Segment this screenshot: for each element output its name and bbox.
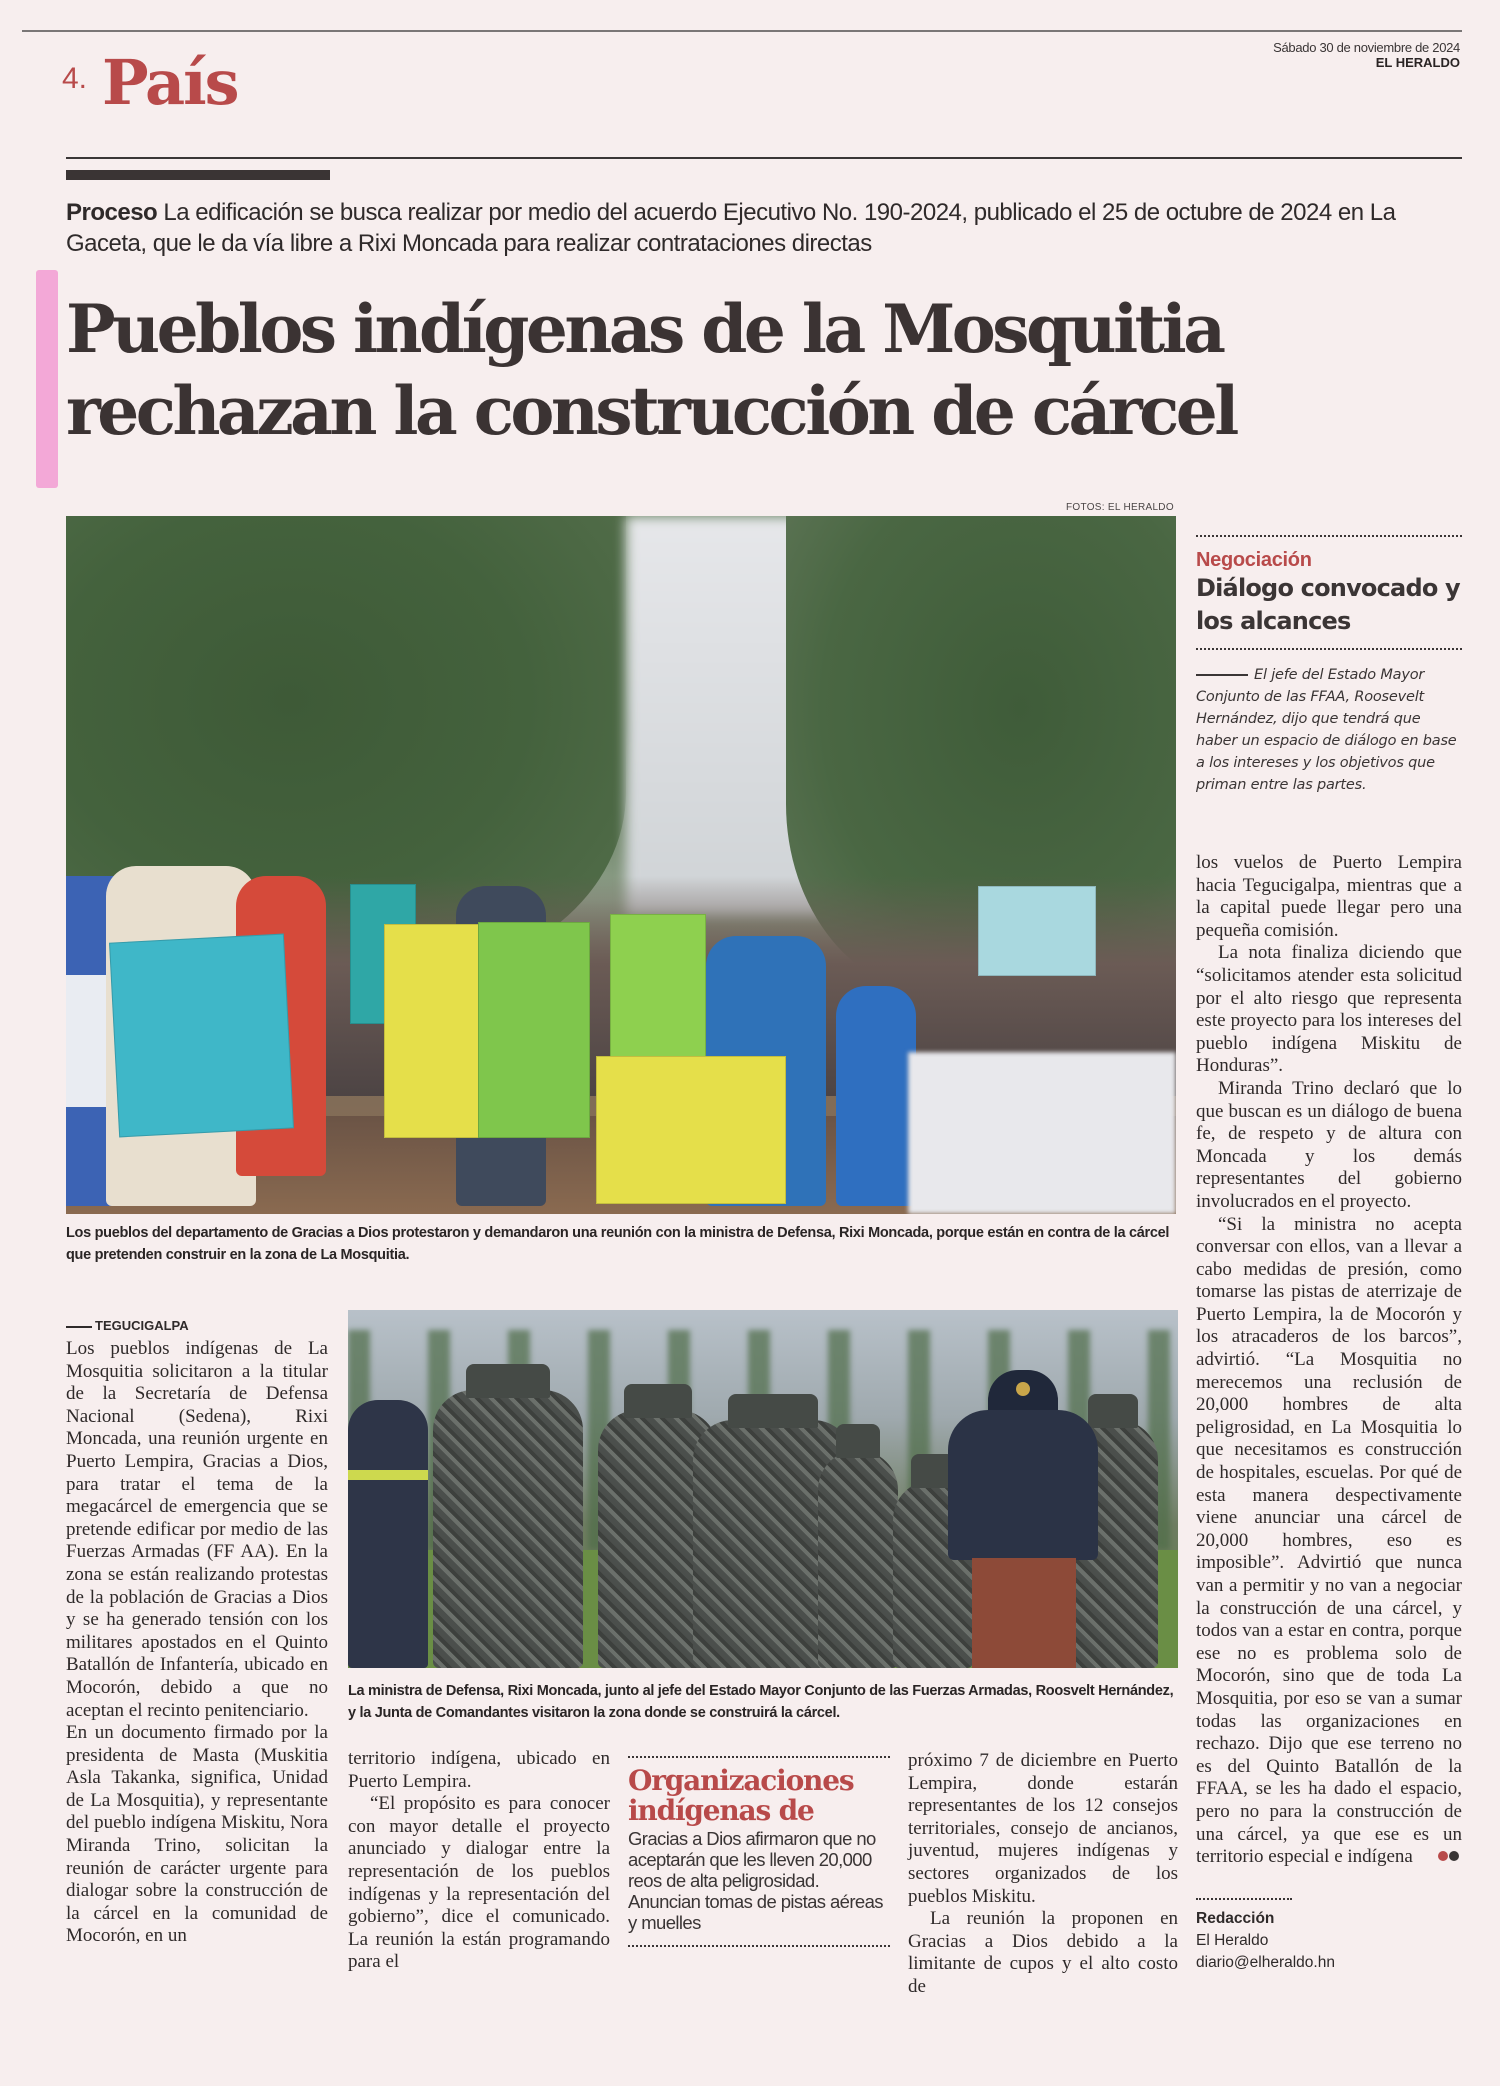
kicker-bar [66,170,330,180]
headline-line-1: Pueblos indígenas de la Mosquitia [66,290,1223,368]
official-woman [348,1400,428,1668]
body-column-2 [348,1748,610,1974]
location-dateline: TEGUCIGALPA [66,1318,189,1333]
page-number: 4. [62,62,88,95]
article-deck [66,197,1466,259]
paragraph: próximo 7 de diciembre en Puerto Lempira, donde estarán representantes de los 12 consejos territoriales, consejo de ancianos, juventud, mujeres indígenas y sectores organizados de los pueblos Miskitu. [908,1750,1178,1907]
paragraph [1196,1214,1462,1869]
sidebar-negociacion [1196,535,1462,796]
article-headline [66,288,1486,452]
soldier [818,1450,898,1668]
highlighter-mark [36,270,58,488]
sidebar-label: Negociación [1196,549,1312,571]
protest-sign [978,886,1096,976]
byline-label: Redacción [1196,1910,1275,1927]
protest-sign [478,922,590,1138]
deck-text: La edificación se busca realizar por medio del acuerdo Ejecutivo No. 190-2024, publicado el 25 de octubre de 2024 en La Gaceta, que le da vía libre a Rixi Moncada para realizar contrataciones directas [66,199,1396,257]
paragraph: Los pueblos indígenas de La Mosquitia solicitaron a la titular de la Secretaría de Defensa Nacional (Sedena), Rixi Moncada, una reunión urgente en Puerto Lempira, Gracias a Dios, para tratar el tema de la megacárcel de emergencia que se pretende edificar por medio de las Fuerzas Armadas (FF AA). En la zona se están realizando protestas de la población de Gracias a Dios y se ha generado tensión con los militares apostados en el Quinto Batallón de Infantería, ubicado en Mocorón, debido a que no aceptan el recinto penitenciario. [66,1338,328,1721]
paragraph: La reunión la proponen en Gracias a Dios debido a la limitante de cupos y el alto costo de [908,1908,1178,1997]
military-visit-photo [348,1310,1178,1668]
section-rule [66,157,1462,159]
body-column-4 [908,1750,1178,1999]
paragraph: los vuelos de Puerto Lempira hacia Tegucigalpa, mientras que a la capital puede llegar pero una pequeña comisión. [1196,852,1462,941]
byline-email[interactable]: diario@elheraldo.hn [1196,1954,1335,1971]
publication-date: Sábado 30 de noviembre de 2024 [1273,40,1460,55]
soldier [433,1390,583,1668]
protester [836,986,916,1206]
body-column-5 [1196,852,1462,1869]
end-dot-dark-icon [1449,1851,1459,1861]
dotted-rule [1196,1898,1292,1900]
dotted-rule [1196,535,1462,537]
protest-sign [908,1052,1176,1214]
section-title: País [102,46,238,119]
protest-sign [384,924,482,1138]
byline-outlet: El Heraldo [1196,1932,1269,1949]
photo-caption-military: La ministra de Defensa, Rixi Moncada, junto al jefe del Estado Mayor Conjunto de las Fuerzas Armadas, Roosvelt Hernández, y la Junta de Comandantes visitaron la zona donde se construirá la cárcel. [348,1683,1174,1721]
dotted-rule [628,1945,890,1947]
deck-label: Proceso [66,199,158,226]
top-rule [22,30,1462,32]
pull-quote-title: Organizaciones indígenas de [628,1764,854,1827]
paragraph: Miranda Trino declaró que lo que buscan es un diálogo de buena fe, de respeto y de altura con Moncada y los demás representantes del gobierno involucrados en el proyecto. [1196,1077,1462,1212]
dotted-rule [1196,648,1462,650]
protest-sign [596,1056,786,1204]
protest-photo [66,516,1176,1214]
pull-quote-text: Gracias a Dios afirmaron que no aceptarán que les lleven 20,000 reos de alta peligrosidad. Anuncian tomas de pistas aéreas y muelles [628,1828,883,1933]
end-dot-red-icon [1438,1851,1448,1861]
sidebar-lead-text: El jefe del Estado Mayor Conjunto de las FFAA, Roosevelt Hernández, dijo que tendrá que haber un espacio de diálogo en base a los intereses y los objetivos que priman entre las partes. [1196,667,1457,793]
photo-credit: FOTOS: EL HERALDO [1066,502,1174,513]
paragraph: territorio indígena, ubicado en Puerto Lempira. [348,1748,610,1792]
paragraph: La nota finaliza diciendo que “solicitamos atender esta solicitud por el alto riesgo que representa este proyecto para los intereses del pueblo indígena Miskitu de Honduras”. [1196,942,1462,1077]
paragraph: En un documento firmado por la presidenta de Masta (Muskitia Asla Takanka, significa, Unidad de La Mosquitia), y representante del pueblo indígena Miskitu, Nora Miranda Trino, solicitan la reunión de carácter urgente para dialogar sobre la construcción de la cárcel en la comunidad de Mocorón, en un [66,1722,328,1947]
paragraph-text: “Si la ministra no acepta conversar con ellos, van a llevar a cabo medidas de presión, como tomarse las pistas de aterrizaje de Puerto Lempira, la de Mocorón y los atracaderos de los barcos”, advirtió. “La Mosquitia no merecemos una reclusión de 20,000 hombres de alta peligrosidad, en La Mosquitia lo que necesitamos es construcción de hospitales, escuelas. Por qué de esta manera despectivamente viene anunciar una cárcel de 20,000 hombres, eso es imposible”. Advirtió que nunca van a permitir y no van a negociar la construcción de una cárcel, y todos van a estar en contra, porque ese no es problema solo de Mocorón, sino que de toda La Mosquitia, por eso se van a sumar todas las organizaciones en rechazo. Dijo que ese terreno no es del Quinto Batallón de la FFAA, se les ha dado el espacio, pero no para la construcción de una cárcel, ya que ese es un territorio especial e indígena [1196,1213,1462,1868]
sidebar-lead [1196,664,1462,796]
headline-line-2: rechazan la construcción de cárcel [66,372,1236,450]
photo-caption-protest: Los pueblos del departamento de Gracias a Dios protestaron y demandaron una reunión con la ministra de Defensa, Rixi Moncada, porque están en contra de la cárcel que pretenden construir en la zona de La Mosquitia. [66,1225,1170,1263]
protest-sign [109,934,294,1138]
page-dateline [1273,40,1460,70]
pull-quote-box [628,1756,890,1947]
defense-minister [948,1370,1098,1668]
newspaper-name: EL HERALDO [1375,55,1460,70]
paragraph: “El propósito es para conocer con mayor detalle el proyecto anunciado y dialogar entre la representación de los pueblos indígenas y la representación del gobierno”, dice el comunicado. La reunión la están programando para el [348,1793,610,1973]
byline [1196,1898,1462,1974]
body-column-1 [66,1338,328,1948]
sidebar-title: Diálogo convocado y los alcances [1196,574,1460,635]
dotted-rule [628,1756,890,1758]
end-of-article-mark [1415,1846,1459,1869]
